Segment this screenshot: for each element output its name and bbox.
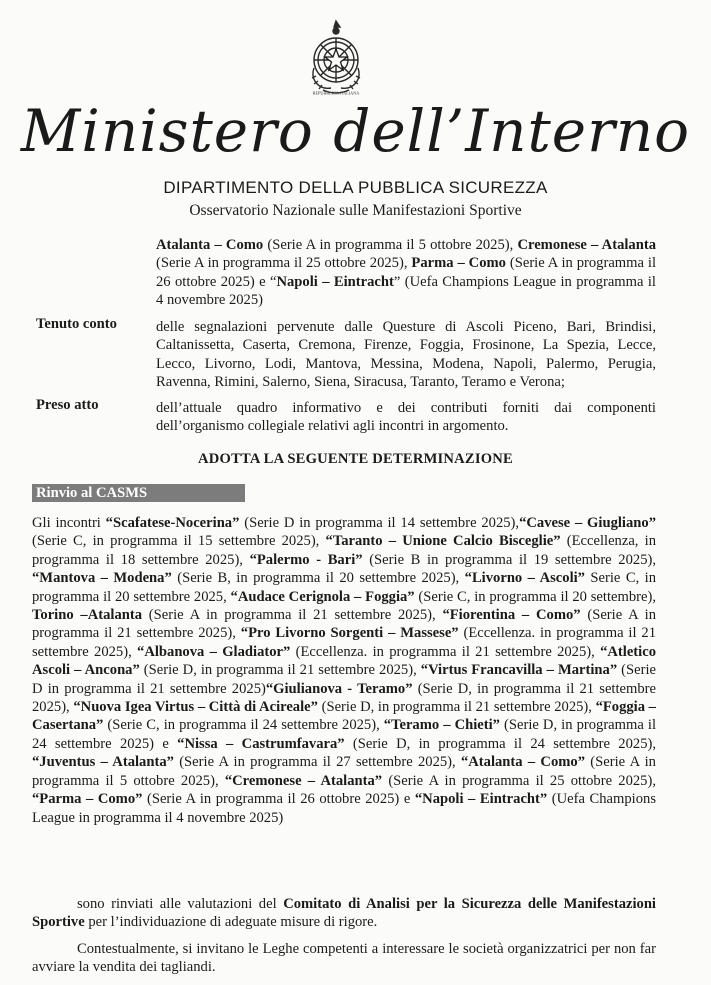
match-name: “Albanova – Gladiator” bbox=[137, 643, 291, 660]
match-details: (Serie A in programma il 25 ottobre 2025), bbox=[382, 772, 656, 789]
match-details: (Serie D, in programma il 24 settembre 2025), bbox=[344, 735, 656, 752]
rinvio-lead: Gli incontri bbox=[32, 515, 106, 531]
observatory-title: Osservatorio Nazionale sulle Manifestazioni Sportive bbox=[189, 202, 522, 219]
match-parma-como: Parma – Como bbox=[411, 255, 506, 272]
preso-atto-label: Preso atto bbox=[36, 397, 99, 413]
match-details: (Eccellenza. in programma il 21 settembre 2025), bbox=[290, 643, 601, 660]
match-details: (Serie C, in programma il 15 settembre 2025), bbox=[32, 533, 326, 550]
match-name: “Foggia – Casertana” bbox=[32, 699, 656, 734]
match-name: “Teramo – Chieti” bbox=[383, 717, 500, 734]
match-cremonese-atalanta: Cremonese – Atalanta bbox=[517, 237, 656, 253]
match-name: “Juventus – Atalanta” bbox=[32, 754, 174, 771]
match-details: (Serie B, in programma il 20 settembre 2025), bbox=[171, 570, 465, 587]
match-name: “Napoli – Eintracht” bbox=[414, 791, 548, 808]
match-name: “Virtus Francavilla – Martina” bbox=[420, 662, 618, 679]
match-details: (Serie A in programma il 5 ottobre 2025), bbox=[32, 754, 656, 789]
comitato-name: Comitato di Analisi per la Sicurezza delle Manifestazioni Sportive bbox=[32, 896, 656, 931]
match-name: Torino –Atalanta bbox=[32, 607, 143, 624]
match-details: (Serie B in programma il 19 settembre 2025), bbox=[362, 551, 656, 568]
tenuto-conto-label: Tenuto conto bbox=[36, 316, 117, 332]
match-napoli-eintracht: Napoli – Eintracht bbox=[276, 273, 394, 290]
match-name: “Palermo - Bari” bbox=[249, 551, 363, 568]
intro-paragraph bbox=[156, 236, 656, 310]
match-name: “Cremonese – Atalanta” bbox=[224, 772, 383, 789]
match-name: “Nuova Igea Virtus – Città di Acireale” bbox=[73, 699, 318, 716]
match-details: (Serie A in programma il 27 settembre 2025), bbox=[173, 754, 461, 771]
match-details: Serie C, in programma il 20 settembre 2025, bbox=[32, 570, 656, 605]
match-name: “Livorno – Ascoli” bbox=[464, 570, 585, 587]
match-details: (Serie D, in programma il 21 settembre 2025), bbox=[32, 680, 657, 716]
emblem-ribbon-text: REPUBBLICA ITALIANA bbox=[312, 90, 360, 96]
section-header-rinvio: Rinvio al CASMS bbox=[32, 484, 245, 502]
match-name: “Parma – Como” bbox=[32, 791, 143, 808]
ministry-title: Ministero dell’Interno bbox=[20, 97, 691, 165]
rinviati-text-2: per l’individuazione di adeguate misure di rigore. bbox=[84, 914, 378, 931]
match-details: (Serie D in programma il 21 settembre 2025) bbox=[32, 662, 656, 697]
match-details: (Serie C, in programma il 20 settembre), bbox=[414, 588, 656, 605]
match-details: (Serie D in programma il 14 settembre 2025), bbox=[239, 515, 520, 531]
intro-text-1: (Serie A in programma il 5 ottobre 2025), bbox=[263, 237, 518, 253]
match-atalanta-como: Atalanta – Como bbox=[156, 237, 264, 253]
rinvio-paragraph bbox=[32, 514, 656, 827]
match-name: “Atletico Ascoli – Ancona” bbox=[32, 643, 656, 679]
match-details: (Serie D, in programma il 21 settembre 2025), bbox=[317, 699, 596, 716]
intro-text-2: (Serie A in programma il 25 ottobre 2025), bbox=[156, 255, 412, 272]
match-details: (Serie A in programma il 21 settembre 2025), bbox=[32, 607, 657, 642]
tenuto-conto-text: delle segnalazioni pervenute dalle Questure di Ascoli Piceno, Bari, Brindisi, Caltanissetta, Caserta, Cremona, Firenze, Foggia, Frosinone, La Spezia, Lecce, Lecco, Livorno, Lodi, Mantova, Messina, Modena, Napoli, Palermo, Perugia, Ravenna, Rimini, Salerno, Siena, Siracusa, Taranto, Teramo e Verona; bbox=[156, 319, 656, 391]
match-details: (Serie C, in programma il 24 settembre 2025), bbox=[103, 717, 384, 734]
match-details: (Serie D, in programma il 21 settembre 2025), bbox=[139, 662, 421, 679]
match-name: “Atalanta – Como” bbox=[460, 754, 586, 771]
rinviati-text-1: sono rinviati alle valutazioni del bbox=[77, 896, 284, 912]
contestualmente-text: Contestualmente, si invitano le Leghe competenti a interessare le società organizzatrici per non far avviare la vendita dei tagliandi. bbox=[32, 941, 656, 976]
match-name: “Nissa – Castrumfavara” bbox=[177, 735, 345, 752]
contestualmente-paragraph bbox=[32, 940, 656, 977]
preso-atto-text: dell’attuale quadro informativo e dei contributi forniti dai componenti dell’organismo collegiale relativi agli incontri in argomento. bbox=[156, 400, 656, 435]
match-name: “Scafatese-Nocerina” bbox=[105, 515, 240, 531]
match-name: “Audace Cerignola – Foggia” bbox=[230, 588, 415, 605]
match-name: “Pro Livorno Sorgenti – Massese” bbox=[240, 625, 459, 642]
match-details: (Serie A in programma il 21 settembre 2025), bbox=[142, 607, 443, 624]
match-details: (Eccellenza, in programma il 18 settembre 2025), bbox=[32, 533, 656, 568]
intro-text-3: (Serie A in programma il 26 ottobre 2025) e “ bbox=[156, 255, 656, 290]
rinviati-paragraph bbox=[32, 895, 656, 932]
intro-text-4: ” (Uefa Champions League in programma il 4 novembre 2025) bbox=[156, 273, 656, 309]
department-title: DIPARTIMENTO DELLA PUBBLICA SICUREZZA bbox=[163, 178, 548, 197]
italian-republic-emblem bbox=[305, 18, 367, 98]
match-details: (Uefa Champions League in programma il 4 novembre 2025) bbox=[32, 791, 656, 826]
match-name: “Taranto – Unione Calcio Bisceglie” bbox=[325, 533, 561, 550]
determination-heading: ADOTTA LA SEGUENTE DETERMINAZIONE bbox=[198, 451, 513, 467]
match-name: “Cavese – Giugliano” bbox=[519, 515, 656, 531]
match-details: (Serie D, in programma il 24 settembre 2025) e bbox=[32, 717, 657, 752]
match-name: “Fiorentina – Como” bbox=[442, 607, 581, 624]
match-name: “Giulianova - Teramo” bbox=[265, 680, 413, 697]
match-details: (Eccellenza. in programma il 21 settembre 2025), bbox=[32, 625, 656, 660]
match-details: (Serie A in programma il 26 ottobre 2025) e bbox=[142, 791, 415, 808]
match-name: “Mantova – Modena” bbox=[32, 570, 172, 587]
